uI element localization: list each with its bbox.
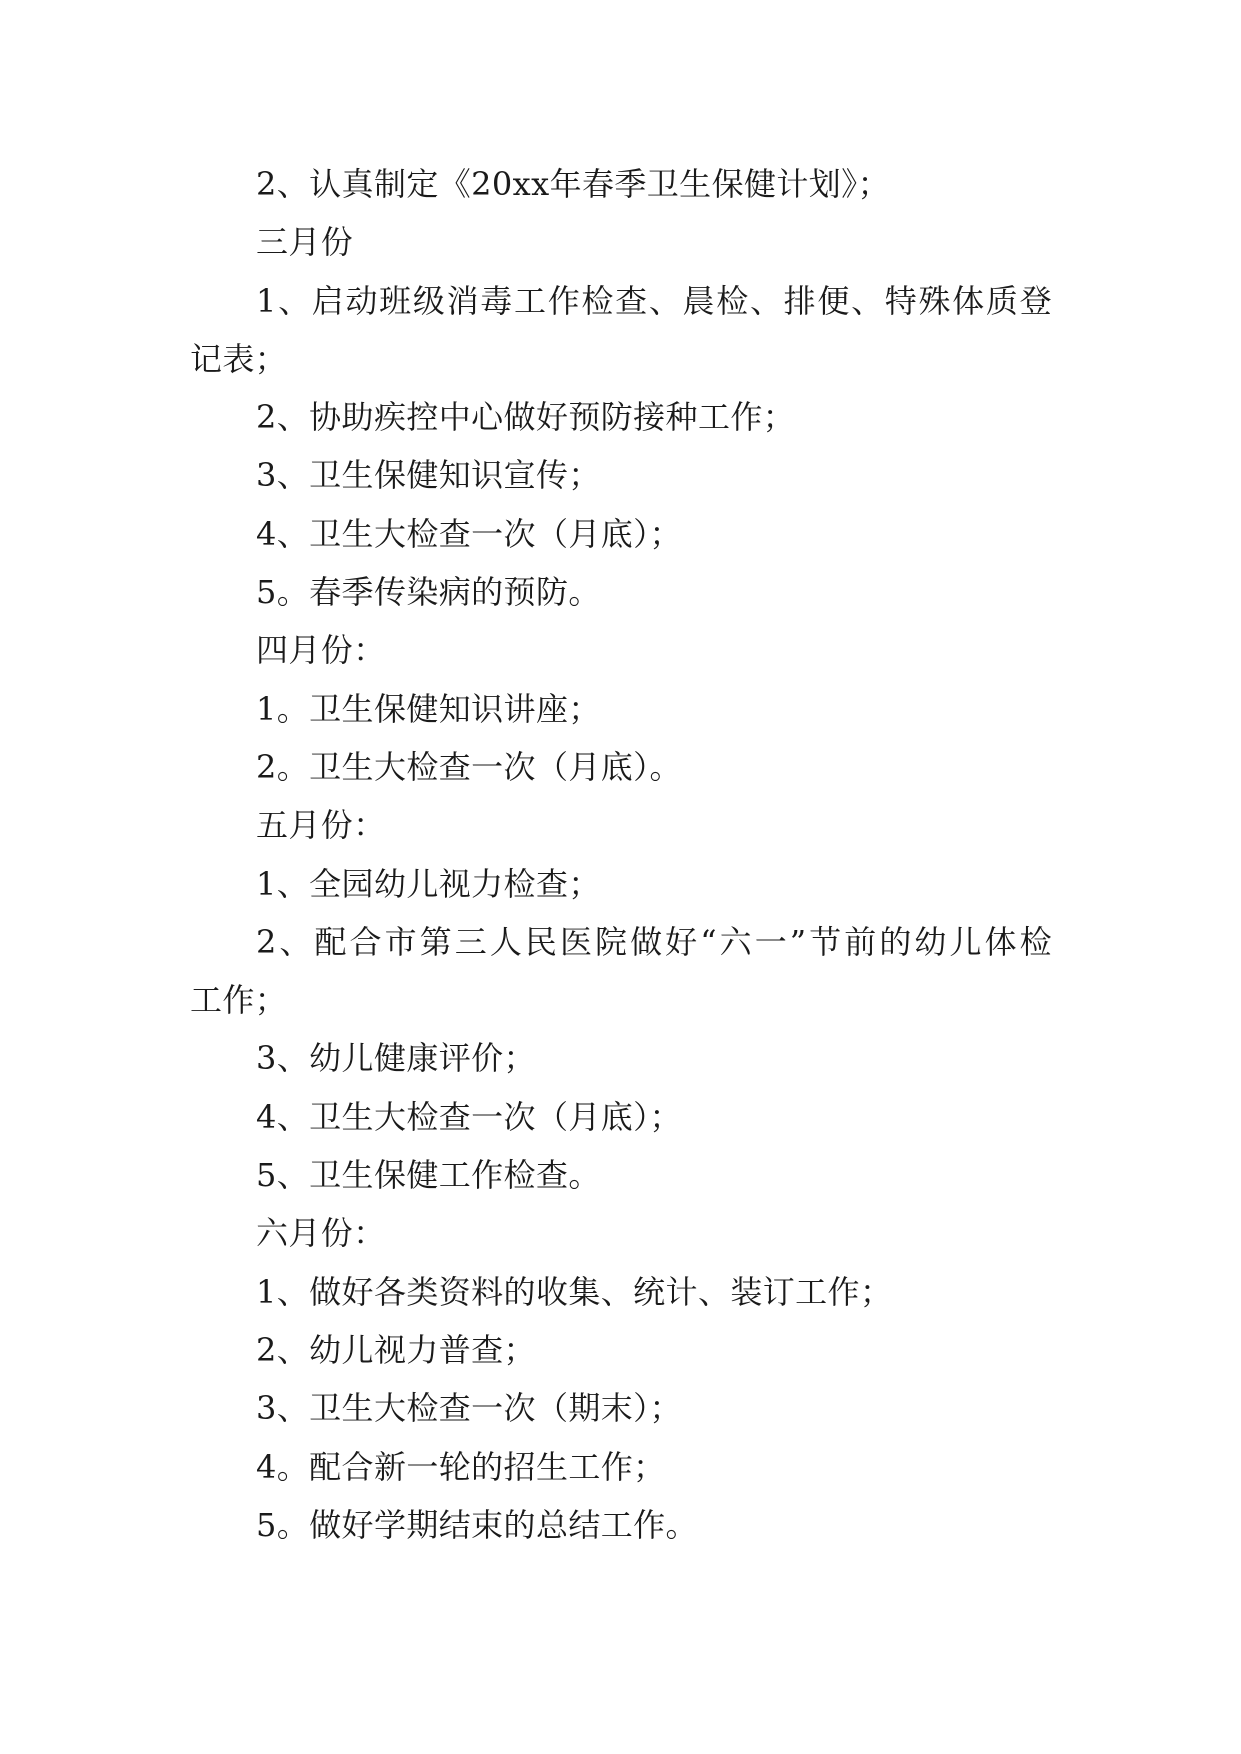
plan-item	[190, 563, 1052, 621]
plan-item-line: 4、卫生大检查一次（月底）；	[256, 514, 682, 553]
month-heading-may	[190, 796, 1052, 854]
plan-item-line: 3、幼儿健康评价；	[256, 1039, 536, 1078]
month-heading-line: 三月份	[256, 223, 354, 262]
plan-item	[190, 388, 1052, 446]
plan-item-line: 2、协助疾控中心做好预防接种工作；	[256, 398, 796, 437]
plan-item-line: 5。做好学期结束的总结工作。	[256, 1505, 698, 1544]
plan-item	[190, 1263, 1052, 1321]
plan-item-line: 5。春季传染病的预防。	[256, 573, 601, 612]
plan-item-line: 2、认真制定《20xx年春季卫生保健计划》；	[256, 165, 890, 203]
plan-item	[190, 1029, 1052, 1087]
plan-item-line: 1。卫生保健知识讲座；	[256, 689, 601, 728]
plan-item-line: 3、卫生大检查一次（期末）；	[256, 1389, 682, 1428]
plan-item-continuation-line: 记表；	[190, 339, 288, 378]
document-body	[190, 155, 1052, 1554]
month-heading-line: 六月份：	[256, 1214, 386, 1253]
plan-item	[190, 1379, 1052, 1437]
plan-item	[190, 1146, 1052, 1204]
plan-item-line: 2、配合市第三人民医院做好“六一”节前的幼儿体检	[256, 922, 1052, 961]
plan-item-line: 2、幼儿视力普查；	[256, 1330, 536, 1369]
plan-item	[190, 505, 1052, 563]
plan-item-line: 1、做好各类资料的收集、统计、装订工作；	[256, 1272, 893, 1311]
plan-item-line: 2。卫生大检查一次（月底）。	[256, 747, 682, 786]
plan-item	[190, 1321, 1052, 1379]
plan-item	[190, 272, 1052, 389]
plan-item-line: 4、卫生大检查一次（月底）；	[256, 1097, 682, 1136]
plan-item	[190, 680, 1052, 738]
plan-item	[190, 446, 1052, 504]
plan-item	[190, 1496, 1052, 1554]
plan-item	[190, 1088, 1052, 1146]
plan-item-line: 5、卫生保健工作检查。	[256, 1156, 601, 1195]
month-heading-line: 四月份：	[256, 631, 386, 670]
month-heading-june	[190, 1204, 1052, 1262]
month-heading-line: 五月份：	[256, 806, 386, 845]
plan-item	[190, 738, 1052, 796]
plan-item	[190, 913, 1052, 1030]
plan-item-continuation-line: 工作；	[190, 981, 288, 1020]
month-heading-april	[190, 621, 1052, 679]
plan-item-line: 3、卫生保健知识宣传；	[256, 456, 601, 495]
month-heading-march	[190, 213, 1052, 271]
plan-item-line: 1、启动班级消毒工作检查、晨检、排便、特殊体质登	[256, 281, 1052, 320]
plan-item	[190, 155, 1052, 213]
plan-item	[190, 1438, 1052, 1496]
plan-item-line: 4。配合新一轮的招生工作；	[256, 1447, 666, 1486]
plan-item	[190, 855, 1052, 913]
plan-item-line: 1、全园幼儿视力检查；	[256, 864, 601, 903]
